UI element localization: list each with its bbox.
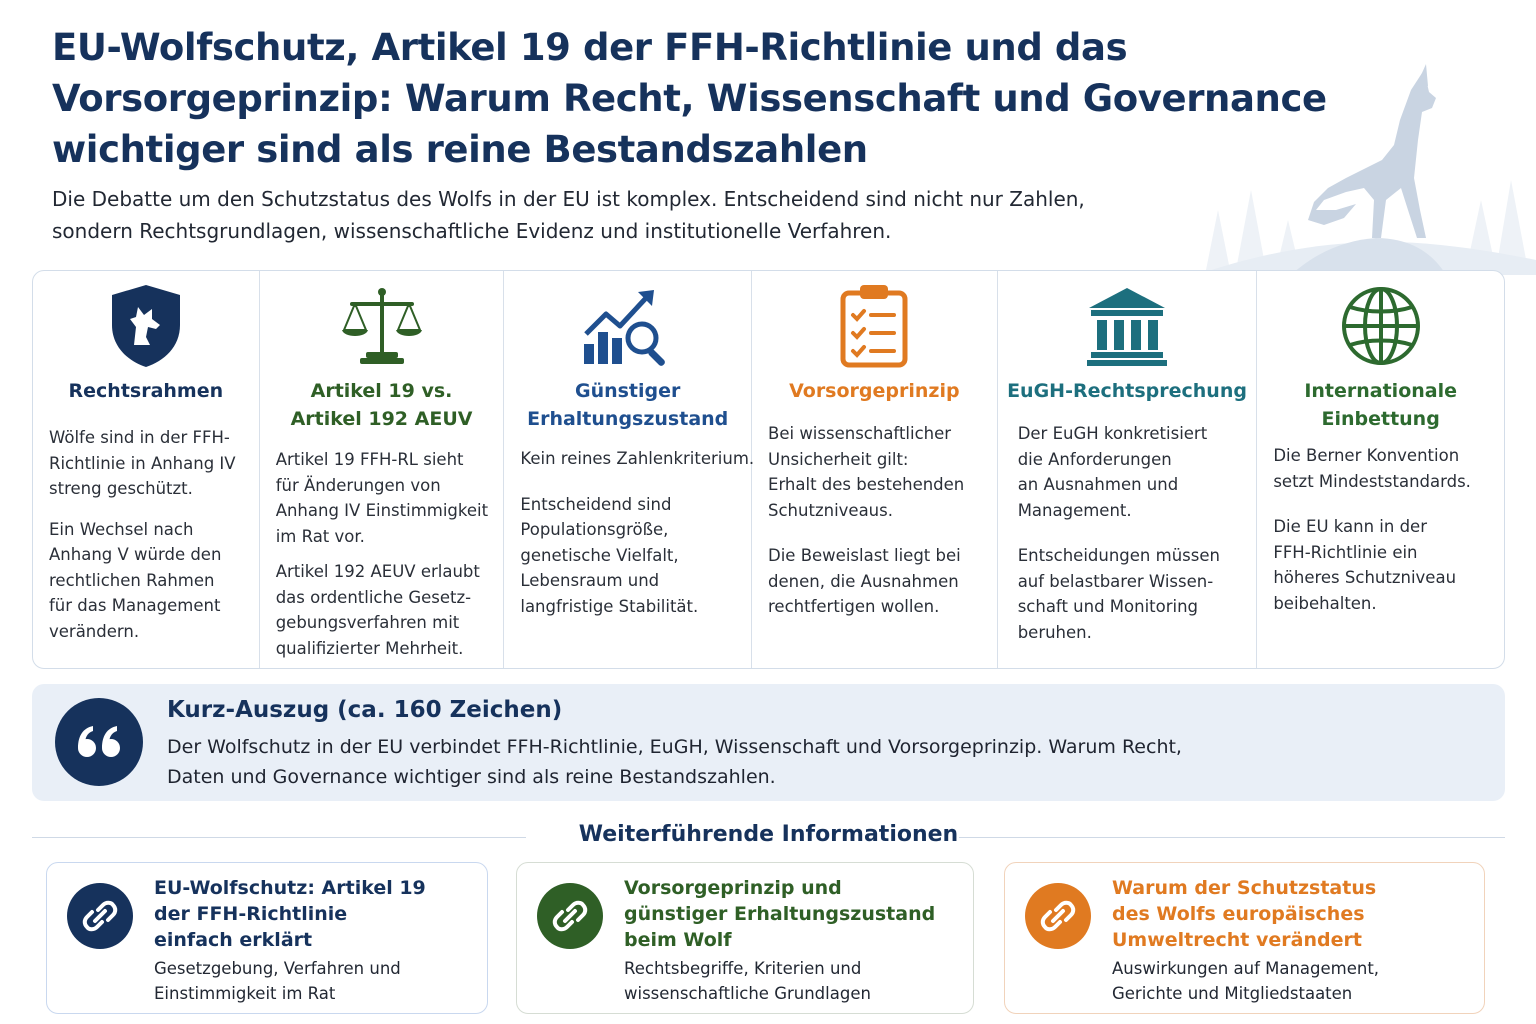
text-line: Management. [1017, 500, 1132, 520]
text-line: Ein Wechsel nach [49, 519, 194, 539]
further-info-heading [32, 822, 1505, 852]
link-description [624, 956, 871, 1006]
link-title[interactable] [1112, 875, 1376, 953]
subtitle-line: sondern Rechtsgrundlagen, wissenschaftliche Evidenz und institutionelle Verfahren. [52, 219, 892, 243]
title-line: Vorsorgeprinzip: Warum Recht, Wissenschaft und Governance [52, 77, 1327, 120]
page-title [52, 22, 1352, 175]
text-line: an Ausnahmen und [1017, 475, 1179, 494]
text-line: Erhalt des bestehenden [768, 475, 965, 494]
card-paragraph [276, 559, 496, 661]
text-line: rechtfertigen wollen. [768, 597, 940, 616]
card-eugh [998, 271, 1258, 668]
text-line: beruhen. [1017, 622, 1092, 642]
chart-magnifier-icon [504, 283, 751, 369]
section-heading: Weiterführende Informationen [578, 822, 959, 847]
subtitle-line: Die Debatte um den Schutzstatus des Wolfs in der EU ist komplex. Entscheidend sind nicht nur Zahlen, [52, 187, 1085, 211]
card-body [49, 425, 251, 659]
text-line: Artikel 192 AEUV erlaubt [275, 562, 480, 581]
card-title [266, 377, 498, 433]
card-paragraph [1018, 543, 1249, 645]
card-paragraph [520, 446, 755, 472]
link-description [1112, 956, 1379, 1006]
text-line: Lebensraum und [520, 571, 660, 590]
text-line: rechtlichen Rahmen [49, 570, 215, 590]
text-line: gebungsverfahren mit [275, 613, 460, 632]
link-icon [537, 883, 603, 949]
card-title-line: Einbettung [1321, 408, 1440, 430]
link-icon [67, 883, 133, 949]
card-paragraph [276, 447, 496, 549]
topic-cards [32, 270, 1505, 669]
card-body [276, 447, 496, 676]
text-line: denen, die Ausnahmen [768, 571, 959, 591]
card-artikel-19 [260, 271, 505, 668]
text-line: Die Berner Konvention [1273, 446, 1460, 465]
text-line: Vorsorgeprinzip und [624, 877, 842, 899]
card-title-line: Artikel 192 AEUV [290, 408, 473, 430]
text-line: auf belastbarer Wissen- [1017, 571, 1214, 591]
card-paragraph [520, 492, 743, 620]
text-line: schaft und Monitoring [1017, 597, 1199, 616]
card-title-line: Internationale [1304, 380, 1457, 402]
wolf-shield-icon [33, 283, 259, 369]
text-line: Rechtsbegriffe, Kriterien und [624, 959, 862, 978]
card-vorsorgeprinzip [752, 271, 998, 668]
text-line: Anhang V würde den [49, 545, 222, 564]
card-body [1018, 421, 1249, 660]
text-line: setzt Mindeststandards. [1273, 471, 1471, 491]
text-line: Der Wolfschutz in der EU verbindet FFH-Richtlinie, EuGH, Wissenschaft und Vorsorgeprinzip. Warum Recht, [167, 736, 1182, 758]
card-international [1257, 271, 1504, 668]
card-body [768, 421, 989, 635]
text-line: Bei wissenschaftlicher [768, 424, 952, 443]
card-paragraph [768, 543, 989, 620]
title-line: EU-Wolfschutz, Artikel 19 der FFH-Richtlinie und das [52, 26, 1128, 69]
text-line: Artikel 19 FFH-RL sieht [275, 450, 464, 469]
text-line: Anhang IV Einstimmigkeit [275, 501, 489, 520]
quote-icon [54, 703, 144, 781]
card-body [520, 446, 755, 634]
text-line: der FFH-Richtlinie [154, 903, 348, 925]
scales-icon [260, 283, 504, 369]
text-line: Gerichte und Mitgliedstaaten [1112, 984, 1353, 1003]
text-line: Gesetzgebung, Verfahren und [154, 959, 401, 978]
text-line: Entscheidungen müssen [1017, 546, 1220, 565]
text-line: streng geschützt. [49, 479, 193, 498]
card-title-line: Artikel 19 vs. [310, 380, 453, 402]
card-body [1273, 443, 1496, 631]
text-line: Der EuGH konkretisiert [1017, 424, 1208, 443]
link-icon [1025, 883, 1091, 949]
text-line: Wölfe sind in der FFH- [49, 428, 230, 447]
text-line: Auswirkungen auf Management, [1112, 959, 1380, 978]
text-line: Daten und Governance wichtiger sind als reine Bestandszahlen. [167, 766, 776, 788]
text-line: Umweltrecht verändert [1112, 929, 1362, 951]
text-line: günstiger Erhaltungszustand [624, 903, 936, 925]
related-links [0, 862, 1536, 1014]
text-line: einfach erklärt [154, 929, 313, 951]
card-paragraph [1273, 514, 1496, 616]
excerpt-text [167, 732, 1182, 792]
link-title[interactable] [624, 875, 935, 953]
text-line: beibehalten. [1273, 593, 1377, 613]
link-description [154, 956, 401, 1006]
card-title [39, 377, 253, 405]
courthouse-icon [998, 283, 1257, 369]
card-erhaltungszustand [504, 271, 755, 668]
card-title [510, 377, 745, 433]
excerpt-box [32, 684, 1505, 801]
related-link-card[interactable] [46, 862, 488, 1014]
text-line: Unsicherheit gilt: [768, 449, 909, 469]
text-line: Schutzniveaus. [768, 500, 893, 520]
excerpt-title: Kurz-Auszug (ca. 160 Zeichen) [167, 697, 563, 723]
page-subtitle [52, 183, 1202, 247]
card-paragraph [1273, 443, 1496, 494]
text-line: die Anforderungen [1017, 449, 1172, 469]
card-title-line: Günstiger [574, 380, 681, 402]
text-line: höheres Schutzniveau [1273, 568, 1457, 587]
text-line: für das Management [49, 596, 221, 615]
link-title[interactable] [154, 875, 426, 953]
globe-icon [1257, 283, 1504, 369]
text-line: genetische Vielfalt, [520, 545, 679, 565]
card-title-line: Erhaltungszustand [527, 408, 729, 430]
text-line: des Wolfs europäisches [1112, 903, 1365, 925]
text-line: im Rat vor. [275, 526, 365, 546]
text-line: Einstimmigkeit im Rat [154, 984, 336, 1003]
card-title [1263, 377, 1498, 433]
text-line: Die Beweislast liegt bei [768, 546, 961, 565]
card-paragraph [1018, 421, 1249, 523]
text-line: beim Wolf [624, 929, 732, 951]
text-line: verändern. [49, 621, 140, 641]
text-line: das ordentliche Gesetz- [275, 587, 472, 607]
card-title-line: EuGH-Rechtsprechung [1007, 380, 1247, 402]
text-line: für Änderungen von [275, 475, 441, 495]
clipboard-checklist-icon [752, 283, 997, 369]
related-link-card[interactable] [1004, 862, 1485, 1014]
text-line: qualifizierter Mehrheit. [275, 638, 464, 658]
text-line: Entscheidend sind [520, 494, 672, 514]
text-line: Kein reines Zahlenkriterium. [520, 449, 755, 468]
title-line: wichtiger sind als reine Bestandszahlen [52, 128, 868, 171]
card-title [1004, 377, 1251, 405]
card-title-line: Vorsorgeprinzip [789, 380, 960, 402]
card-paragraph [49, 517, 251, 645]
card-paragraph [49, 425, 251, 502]
card-rechtsrahmen [33, 271, 260, 668]
text-line: Warum der Schutzstatus [1112, 877, 1377, 899]
text-line: wissenschaftliche Grundlagen [624, 984, 871, 1003]
text-line: EU-Wolfschutz: Artikel 19 [154, 877, 426, 899]
text-line: langfristige Stabilität. [520, 596, 699, 616]
card-paragraph [768, 421, 989, 523]
text-line: Die EU kann in der [1273, 517, 1427, 536]
related-link-card[interactable] [516, 862, 974, 1014]
text-line: Richtlinie in Anhang IV [49, 453, 236, 473]
card-title-line: Rechtsrahmen [68, 380, 224, 402]
card-title [758, 377, 991, 405]
text-line: Populationsgröße, [520, 520, 669, 539]
text-line: FFH-Richtlinie ein [1273, 542, 1418, 562]
